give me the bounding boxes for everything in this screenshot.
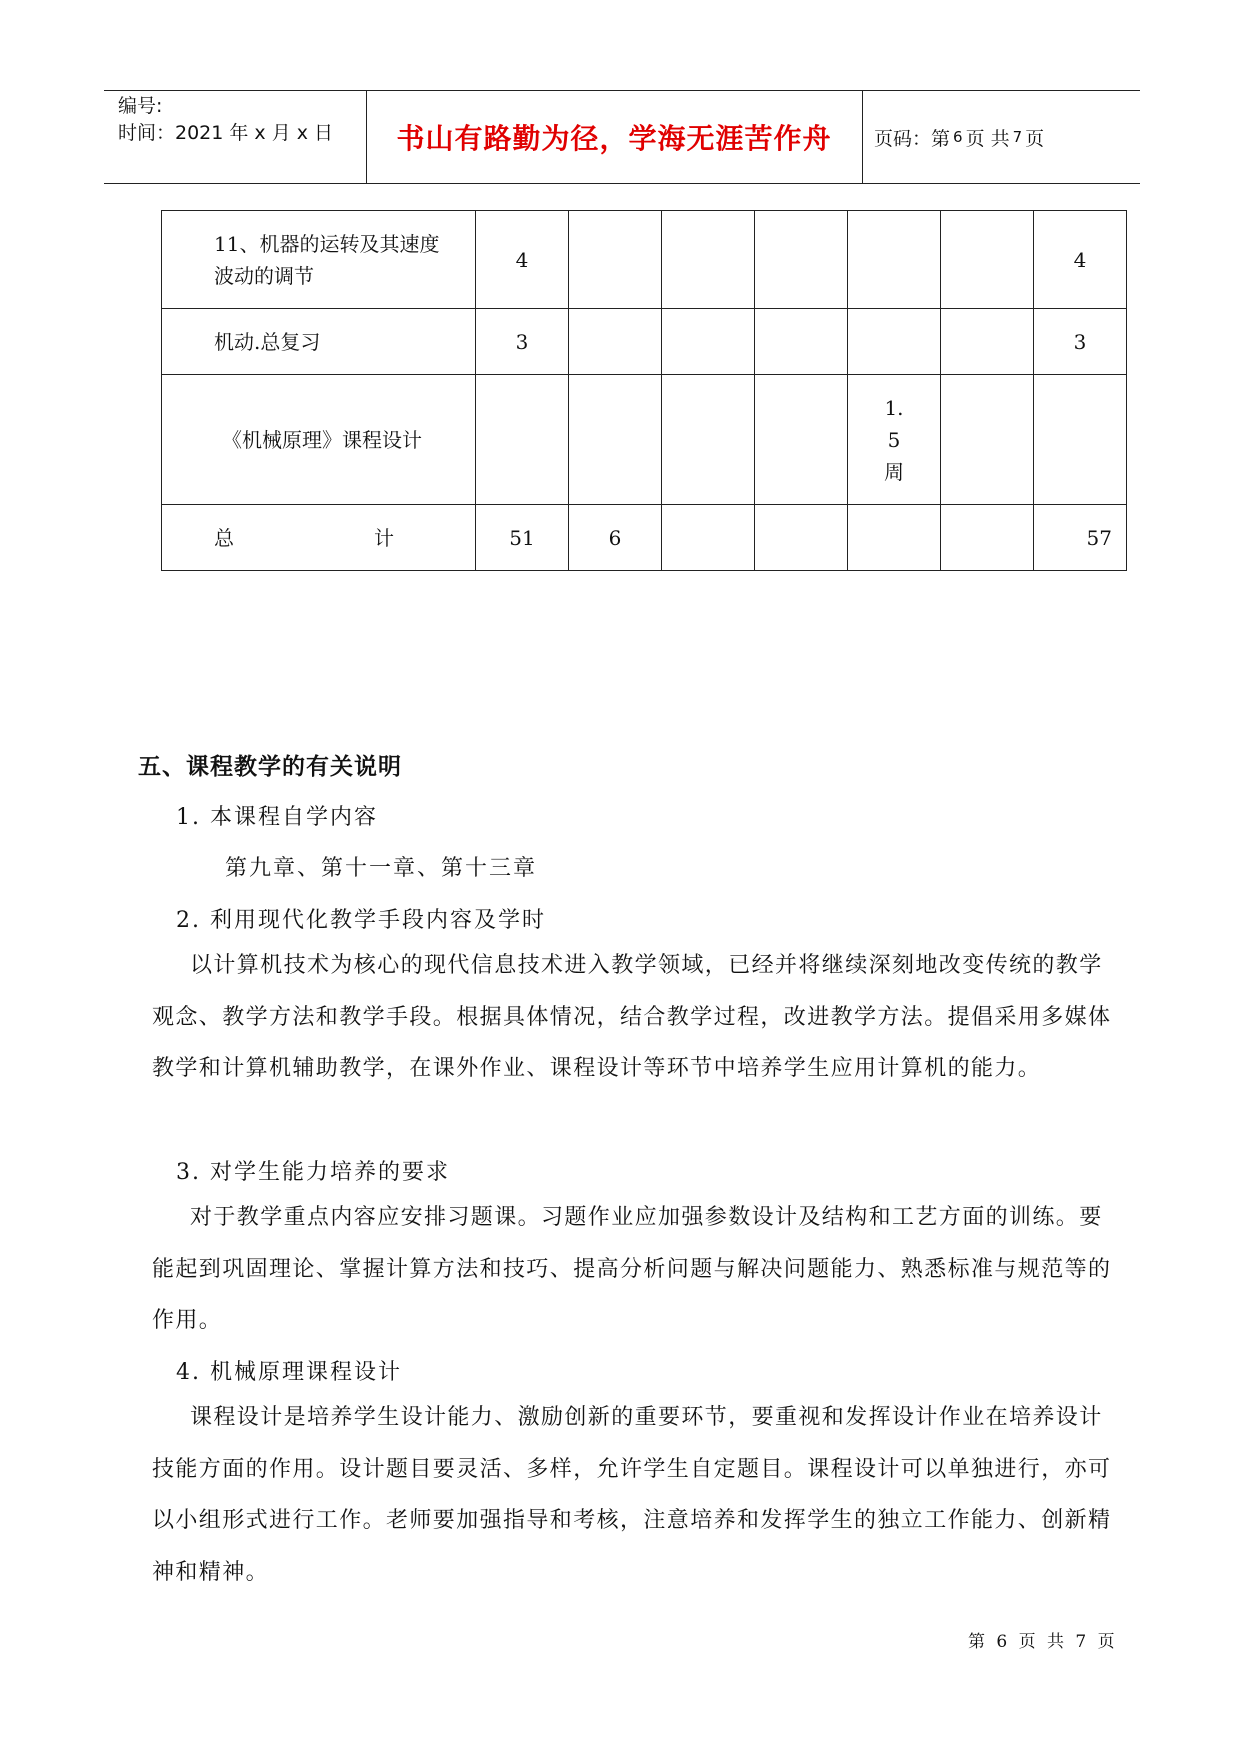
total-label-b: 计 [374, 525, 394, 550]
table-cell [662, 375, 755, 505]
design-duration-part: 周 [884, 459, 904, 484]
page-total: 7 [1012, 128, 1023, 146]
table-row [162, 375, 1127, 505]
header-page-info [874, 91, 1044, 183]
total-label-a: 总 [214, 525, 234, 550]
table-cell [569, 375, 662, 505]
header-divider [862, 91, 863, 183]
design-duration [883, 392, 905, 488]
table-cell [755, 309, 848, 375]
design-duration-part: 1. [884, 395, 904, 420]
page-header [104, 90, 1140, 184]
paragraph-text: 对于教学重点内容应安排习题课。习题作业应加强参数设计及结构和工艺方面的训练。要能起到巩固理论、掌握计算方法和技巧、提高分析问题与解决问题能力、熟悉标准与规范等的作用。 [152, 1205, 1112, 1333]
table-cell-name [162, 211, 476, 309]
table-cell: 6 [569, 505, 662, 571]
table-cell [755, 505, 848, 571]
table-cell-total: 4 [1034, 211, 1127, 309]
table-cell-total: 3 [1034, 309, 1127, 375]
table-cell [755, 211, 848, 309]
item-heading: 3. 对学生能力培养的要求 [176, 1160, 450, 1185]
table-cell [848, 505, 941, 571]
serial-number-label: 编号: [118, 95, 163, 117]
table-cell-total [1034, 375, 1127, 505]
table-cell [941, 309, 1034, 375]
table-cell [662, 309, 755, 375]
paragraph-text: 课程设计是培养学生设计能力、激励创新的重要环节，要重视和发挥设计作业在培养设计技能方面的作用。设计题目要灵活、多样，允许学生自定题目。课程设计可以单独进行，亦可以小组形式进行工作。老师要加强指导和考核，注意培养和发挥学生的独立工作能力、创新精神和精神。 [152, 1405, 1112, 1585]
row-name-line: 11、机器的运转及其速度 [214, 231, 440, 256]
table-cell-design [848, 375, 941, 505]
paragraph [152, 1192, 1114, 1347]
table-cell-name [162, 505, 476, 571]
date-label: 时间：2021 年 x 月 x 日 [118, 122, 334, 144]
table-cell [476, 375, 569, 505]
paragraph-text: 以计算机技术为核心的现代信息技术进入教学领域，已经并将继续深刻地改变传统的教学观念、教学方法和教学手段。根据具体情况，结合教学过程，改进教学方法。提倡采用多媒体教学和计算机辅助教学，在课外作业、课程设计等环节中培养学生应用计算机的能力。 [152, 953, 1112, 1081]
design-duration-part: 5 [887, 427, 901, 452]
table-cell-name: 机动.总复习 [162, 309, 476, 375]
table-cell [941, 211, 1034, 309]
table-cell [662, 505, 755, 571]
schedule-table [161, 210, 1127, 571]
table-cell: 3 [476, 309, 569, 375]
page-mid: 页 共 [965, 127, 1010, 150]
header-meta [118, 93, 333, 147]
page-current: 6 [953, 128, 963, 146]
table-cell [755, 375, 848, 505]
paragraph [152, 1392, 1114, 1598]
table-cell [941, 505, 1034, 571]
table-row [162, 505, 1127, 571]
item-heading: 4. 机械原理课程设计 [176, 1360, 402, 1385]
row-name-line: 波动的调节 [214, 263, 314, 288]
table-cell [569, 309, 662, 375]
page-footer: 第 6 页 共 7 页 [968, 1632, 1118, 1652]
paragraph [152, 940, 1114, 1095]
table-cell [569, 211, 662, 309]
table-cell: 4 [476, 211, 569, 309]
header-motto: 书山有路勤为径，学海无涯苦作舟 [396, 122, 832, 155]
section-title: 五、课程教学的有关说明 [138, 754, 402, 780]
table-cell [848, 211, 941, 309]
table-cell [662, 211, 755, 309]
page-suffix: 页 [1025, 127, 1045, 150]
item-heading: 1. 本课程自学内容 [176, 805, 378, 830]
table-row [162, 211, 1127, 309]
table-row [162, 309, 1127, 375]
table-cell-name: 《机械原理》课程设计 [162, 375, 476, 505]
item-heading: 2. 利用现代化教学手段内容及学时 [176, 908, 546, 933]
table-cell: 51 [476, 505, 569, 571]
item-text: 第九章、第十一章、第十三章 [225, 856, 538, 881]
table-cell [848, 309, 941, 375]
table-cell-total: 57 [1034, 505, 1127, 571]
page-prefix: 页码：第 [874, 127, 951, 150]
table-cell [941, 375, 1034, 505]
